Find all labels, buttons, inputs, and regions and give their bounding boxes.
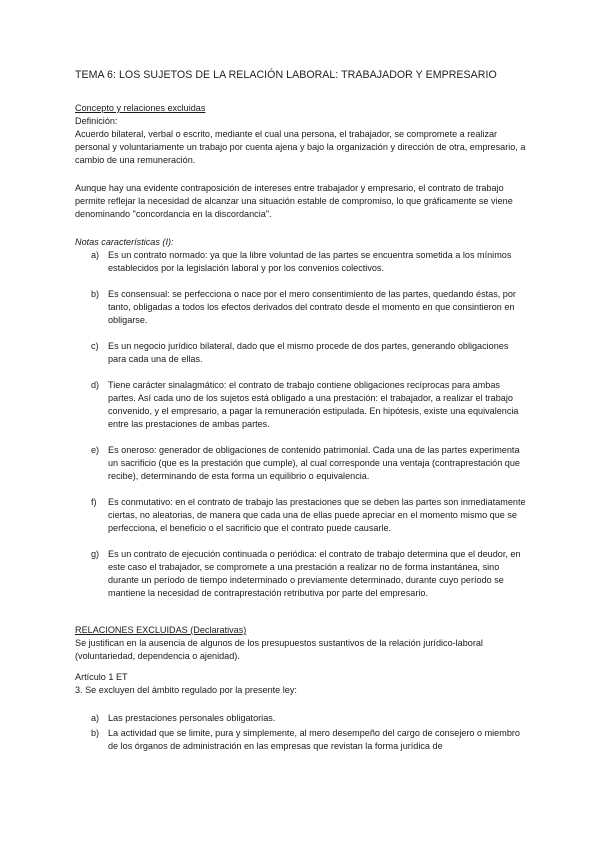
list-item — [91, 496, 527, 535]
list-item-text: La actividad que se limite, pura y simplemente, al mero desempeño del cargo de consejero o miembro de los órganos de administración en las empresas que revistan la forma jurídica de — [108, 728, 520, 751]
list-item-text: Es oneroso: generador de obligaciones de contenido patrimonial. Cada una de las partes experimenta un sacrificio (que es la prestación que cumple), al cual corresponde una ventaja (contraprestación que recibe), determinando de esta forma un equilibrio o equivalencia. — [108, 445, 520, 481]
list-marker: a) — [91, 250, 100, 260]
list-item-text: Es consensual: se perfecciona o nace por el mero consentimiento de las partes, quedando éstas, por tanto, obligadas a todos los efectos derivados del contrato desde el momento en que consintieron en obligarse. — [108, 289, 516, 325]
list-marker: g) — [91, 549, 100, 559]
list-item — [91, 288, 527, 327]
list-item-text: Es un contrato de ejecución continuada o periódica: el contrato de trabajo determina que el deudor, en este caso el trabajador, se compromete a una prestación a realizar no de forma instantánea, sino durante un período de tiempo indeterminado o previamente determinado, durante cuyo período se mantiene la necesidad de contraprestación retributiva por parte del empresario. — [108, 549, 521, 598]
list-item — [91, 444, 527, 483]
list-item — [91, 727, 527, 753]
notas-heading-block — [75, 236, 527, 249]
list-item — [91, 712, 527, 725]
concepto-section — [75, 102, 527, 167]
list-item-text: Tiene carácter sinalagmático: el contrato de trabajo contiene obligaciones recíprocas para ambas partes. Así cada uno de los sujetos está obligado a una prestación: el trabajador, a realizar el trabajo convenido, y el empresario, a pagar la remuneración estipulada. En hipótesis, existe una equivalencia entre las prestaciones de ambas partes. — [108, 380, 519, 429]
document-title: TEMA 6: LOS SUJETOS DE LA RELACIÓN LABORAL: TRABAJADOR Y EMPRESARIO — [75, 69, 497, 81]
concepto-paragraph-2-text: Aunque hay una evidente contraposición de intereses entre trabajador y empresario, el contrato de trabajo permite reflejar la necesidad de alcanzar una situación estable de compromiso, lo que gráficamente se viene denominando "concordancia en la discordancia". — [75, 183, 513, 219]
list-marker: c) — [91, 341, 99, 351]
list-item — [91, 548, 527, 600]
articulo-intro: 3. Se excluyen del ámbito regulado por la presente ley: — [75, 685, 297, 695]
list-marker: b) — [91, 289, 100, 299]
articulo-label: Artículo 1 ET — [75, 672, 128, 682]
list-marker: f) — [91, 497, 97, 507]
definicion-label: Definición: — [75, 116, 118, 126]
list-item — [91, 340, 527, 366]
notas-list — [91, 249, 527, 600]
list-item — [91, 249, 527, 275]
notas-heading: Notas características (I): — [75, 237, 174, 247]
concepto-heading: Concepto y relaciones excluidas — [75, 103, 206, 113]
list-marker: e) — [91, 445, 100, 455]
definicion-text: Acuerdo bilateral, verbal o escrito, mediante el cual una persona, el trabajador, se compromete a realizar personal y voluntariamente un trabajo por cuenta ajena y bajo la organización y dirección de otra, empresario, a cambio de una remuneración. — [75, 129, 526, 165]
articulo-block — [75, 671, 527, 697]
list-item-text: Es un negocio jurídico bilateral, dado que el mismo procede de dos partes, generando obligaciones para cada una de ellas. — [108, 341, 509, 364]
list-item — [91, 379, 527, 431]
relaciones-list — [91, 712, 527, 753]
list-item-text: Es un contrato normado: ya que la libre voluntad de las partes se encuentra sometida a los mínimos establecidos por la legislación laboral y por los convenios colectivos. — [108, 250, 512, 273]
list-marker: a) — [91, 713, 100, 723]
concepto-paragraph-2 — [75, 182, 527, 221]
list-marker: b) — [91, 728, 100, 738]
relaciones-text: Se justifican en la ausencia de algunos de los presupuestos sustantivos de la relación jurídico-laboral (voluntariedad, dependencia o ajenidad). — [75, 638, 483, 661]
relaciones-section — [75, 624, 527, 663]
relaciones-heading: RELACIONES EXCLUIDAS (Declarativas) — [75, 625, 247, 635]
list-item-text: Las prestaciones personales obligatorias. — [108, 713, 276, 723]
list-marker: d) — [91, 380, 100, 390]
list-item-text: Es conmutativo: en el contrato de trabajo las prestaciones que se deben las partes son inmediatamente ciertas, no aleatorias, de manera que cada una de ellas puede apreciar en el momento mismo que se perfecciona, el beneficio o el sacrificio que el contrato puede causarle. — [108, 497, 526, 533]
